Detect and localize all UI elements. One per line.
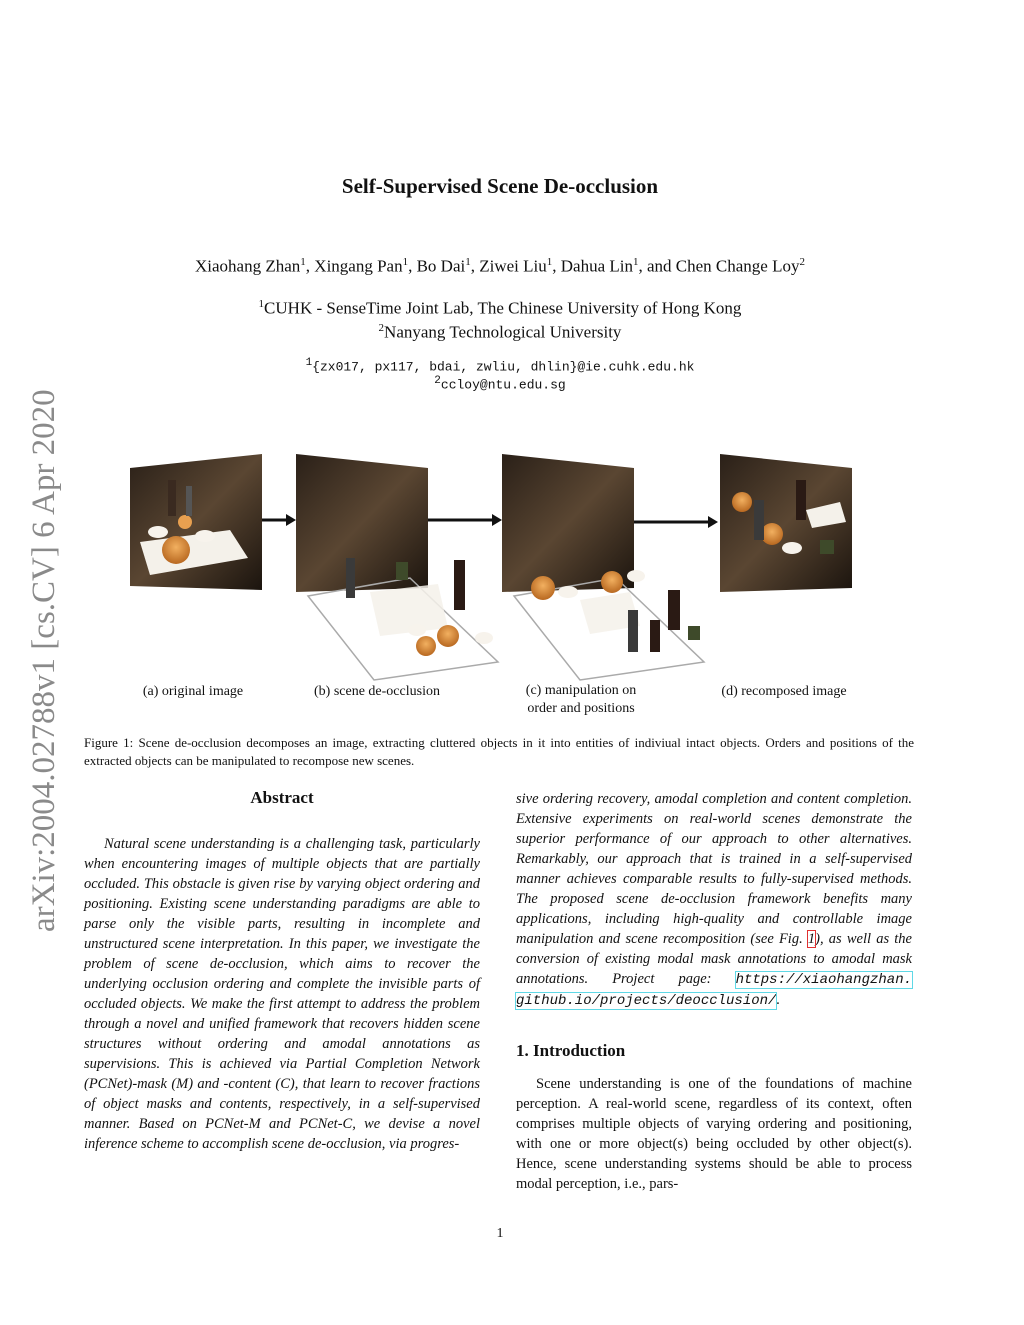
panel-manipulation [502, 454, 704, 680]
paper-title: Self-Supervised Scene De-occlusion [341, 174, 659, 198]
subcaption-b: (b) scene de-occlusion [314, 684, 440, 699]
author: Dahua Lin [560, 256, 633, 276]
author: and Chen Change Loy [646, 256, 800, 276]
abstract-heading: Abstract [250, 788, 314, 807]
panel-scene-de-occlusion [296, 454, 498, 680]
figure-1 [0, 440, 1000, 720]
email-line-1: $^1${zx017, px117, bdai, zwliu, dhlin}@ie.cuhk.edu.hk [305, 357, 695, 375]
panel-recomposed-image [720, 454, 852, 592]
project-page-link-part-2[interactable]: github.io/projects/deocclusion/ [516, 993, 777, 1009]
introduction-text: Scene understanding is one of the foundations of machine perception. A real-world scene, regardless of its context, often comprises multiple objects of varying ordering and positioning, with one or more object(s) being occluded by other object(s). Hence, scene understanding systems should be able to process modal perception, i.e., pars- [516, 1076, 912, 1192]
panel-original-image [130, 454, 262, 590]
author: Ziwei Liu [479, 256, 547, 276]
abstract-text: Natural scene understanding is a challenging task, particularly when encountering images of multiple objects that are partially occluded. This obstacle is given rise by varying object ordering and positioning. Existing scene understanding paradigms are able to parse only the visible parts, resulting in incomplete and unstructured scene interpretation. In this paper, we investigate the problem of scene de-occlusion, which aims to recover the underlying occlusion ordering and complete the invisible parts of occluded objects. We make the first attempt to address the problem through a novel and unified framework that recovers hidden scene structures without ordering and amodal annotations as supervisions. This is achieved via Partial Completion Network (PCNet)-mask (M) and -content (C), that learn to recover fractions of object masks and contents, respectively, in a self-supervised manner. Based on PCNet-M and PCNet-C, we devise a novel inference scheme to accomplish scene de-occlusion, via progres- [84, 836, 480, 1152]
author: Xiaohang Zhan [195, 256, 301, 276]
introduction-heading: 1. Introduction [516, 1041, 626, 1060]
page-number: 1 [496, 1226, 504, 1241]
subcaption-c: (c) manipulation on order and positions [525, 683, 637, 716]
arxiv-stamp-text: arXiv:2004.02788v1 [cs.CV] 6 Apr 2020 [26, 389, 62, 932]
figure-1-illustration [0, 440, 1000, 720]
author: Xingang Pan [314, 256, 403, 276]
subcaption-a: (a) original image [142, 684, 244, 699]
abstract-continued: sive ordering recovery, amodal completion and content completion. Extensive experiments on real-world scenes demonstrate the superior performance of our approach to other alternatives. Remarkably, our approach that is trained in a self-supervised manner achieves comparable results to fully-supervised methods. The proposed scene de-occlusion framework benefits many applications, including high-quality and controllable image manipulation and scene recomposition (see Fig. 1), as well as the conversion of existing modal mask annotations to amodal mask annotations. Project page: https://xiaohangzhan. github.io/projects/deocclusion/. [516, 791, 912, 1009]
subcaption-d: (d) recomposed image [721, 684, 847, 699]
author: Bo Dai [416, 256, 466, 276]
figure-reference-link[interactable]: 1 [807, 931, 816, 947]
email-line-2: $^2$ccloy@ntu.edu.sg [434, 375, 566, 393]
project-page-link-part-1[interactable]: https://xiaohangzhan. [735, 972, 912, 988]
affiliation-2: $^2$Nanyang Technological University [378, 322, 622, 342]
figure-caption: Figure 1: Scene de-occlusion decomposes an image, extracting cluttered objects in it into entities of indiviual intact objects. Orders and positions of the extracted objects can be manipulated to recompose new scenes. [84, 735, 914, 768]
affiliation-1: $^1$CUHK - SenseTime Joint Lab, The Chinese University of Hong Kong [258, 298, 742, 318]
author-list: Xiaohang Zhan$^1$, Xingang Pan$^1$, Bo Dai$^1$, Ziwei Liu$^1$, Dahua Lin$^1$, and Chen Change Loy$^2$ [195, 256, 805, 276]
